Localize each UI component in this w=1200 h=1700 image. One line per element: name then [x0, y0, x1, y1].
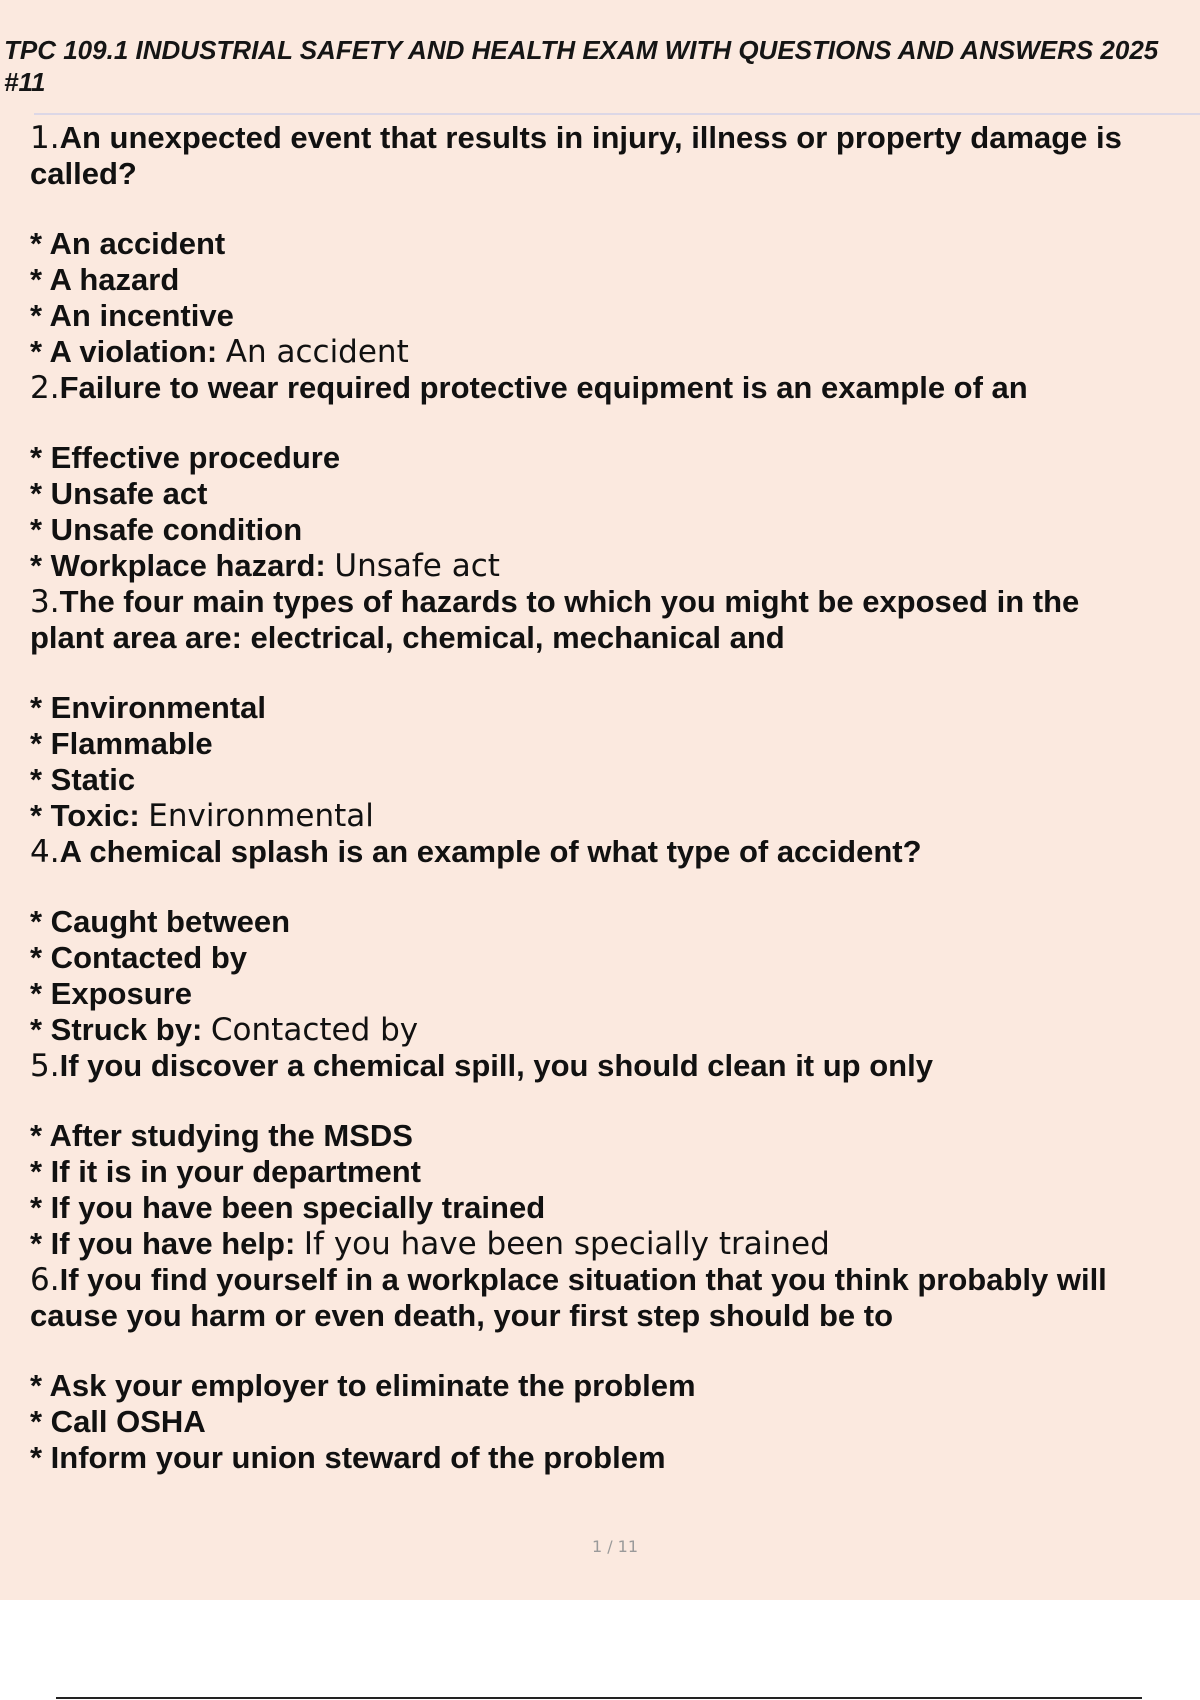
question-4	[30, 834, 1160, 870]
footer-divider	[56, 1697, 1142, 1699]
question-2	[30, 370, 1160, 406]
option: * Exposure	[30, 976, 192, 1011]
answer: An accident	[225, 334, 409, 370]
question-text: The four main types of hazards to which you might be exposed in the plant area are: electrical, chemical, mechanical and	[30, 584, 1080, 655]
answer: Contacted by	[210, 1012, 419, 1048]
title-divider	[34, 113, 1200, 115]
question-text: A chemical splash is an example of what type of accident?	[59, 834, 922, 869]
option-with-answer	[30, 548, 1160, 584]
option: * Static	[30, 762, 136, 797]
option: * Call OSHA	[30, 1404, 206, 1439]
answer: Unsafe act	[334, 548, 500, 584]
option: * A violation:	[30, 334, 218, 369]
option: * Environmental	[30, 690, 266, 725]
option: * Effective procedure	[30, 440, 341, 475]
question-text: Failure to wear required protective equipment is an example of an	[59, 370, 1028, 405]
option: * An incentive	[30, 298, 234, 333]
question-number: 6.	[30, 1262, 60, 1298]
option: * Inform your union steward of the problem	[30, 1440, 666, 1475]
option-with-answer	[30, 1226, 1160, 1262]
option: * Ask your employer to eliminate the problem	[30, 1368, 696, 1403]
question-number: 3.	[30, 584, 60, 620]
question-text: If you find yourself in a workplace situation that you think probably will cause you harm or even death, your first step should be to	[30, 1262, 1107, 1333]
question-number: 5.	[30, 1048, 60, 1084]
question-text: If you discover a chemical spill, you should clean it up only	[59, 1048, 933, 1083]
option: * Contacted by	[30, 940, 248, 975]
option-with-answer	[30, 334, 1160, 370]
option: * Toxic:	[30, 798, 140, 833]
option: * Unsafe condition	[30, 512, 303, 547]
question-6	[30, 1262, 1160, 1334]
option: * After studying the MSDS	[30, 1118, 413, 1153]
option: * If it is in your department	[30, 1154, 421, 1189]
question-5	[30, 1048, 1160, 1084]
page-number: 1 / 11	[591, 1537, 639, 1556]
question-number: 4.	[30, 834, 60, 870]
option: * If you have help:	[30, 1226, 296, 1261]
option: * If you have been specially trained	[30, 1190, 546, 1225]
option: * Flammable	[30, 726, 213, 761]
question-1	[30, 120, 1160, 192]
answer: If you have been specially trained	[303, 1226, 830, 1262]
option-with-answer	[30, 798, 1160, 834]
option-with-answer	[30, 1012, 1160, 1048]
document-title: TPC 109.1 INDUSTRIAL SAFETY AND HEALTH EXAM WITH QUESTIONS AND ANSWERS 2025 #11	[4, 35, 1159, 97]
question-number: 1.	[30, 120, 60, 156]
question-list	[30, 120, 1160, 1476]
option: * An accident	[30, 226, 226, 261]
option: * Unsafe act	[30, 476, 208, 511]
option: * Workplace hazard:	[30, 548, 326, 583]
answer: Environmental	[148, 798, 374, 834]
option: * Struck by:	[30, 1012, 203, 1047]
option: * Caught between	[30, 904, 291, 939]
question-3	[30, 584, 1160, 656]
question-number: 2.	[30, 370, 60, 406]
question-text: An unexpected event that results in injury, illness or property damage is called?	[30, 120, 1122, 191]
option: * A hazard	[30, 262, 180, 297]
